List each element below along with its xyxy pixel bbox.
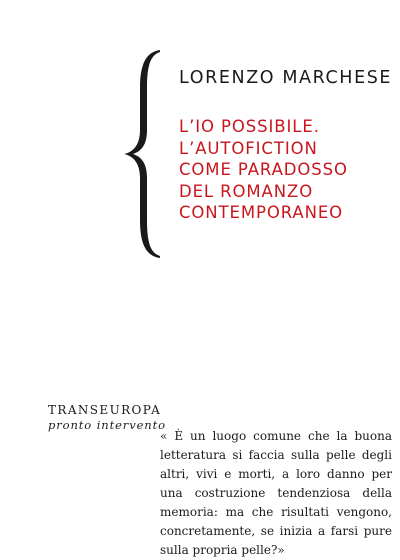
book-title bbox=[179, 116, 394, 224]
quote-line: sulla propria pelle?» bbox=[160, 543, 285, 557]
quote-line: altri, vivi e morti, a loro danno per bbox=[160, 467, 392, 481]
publisher-name: TRANSEUROPA bbox=[48, 403, 162, 417]
curly-brace-ornament bbox=[120, 48, 168, 260]
title-line: DEL ROMANZO bbox=[179, 181, 314, 201]
quote-line: una costruzione tendenziosa della bbox=[160, 486, 392, 500]
quote-line: memoria: ma che risultati vengono, bbox=[160, 505, 392, 519]
quote-line: « È un luogo comune che la buona bbox=[160, 429, 392, 443]
title-line: COME PARADOSSO bbox=[179, 160, 348, 179]
title-line: L’IO POSSIBILE. bbox=[179, 117, 320, 136]
quote-line: letteratura si faccia sulla pelle degli bbox=[160, 448, 392, 462]
quote-line: concretamente, se inizia a farsi pure bbox=[160, 524, 392, 538]
title-line: L’AUTOFICTION bbox=[179, 138, 318, 158]
title-line: CONTEMPORANEO bbox=[179, 203, 344, 222]
author-name: LORENZO MARCHESE bbox=[179, 68, 393, 88]
blurb-quote bbox=[160, 427, 392, 560]
series-name: pronto intervento bbox=[48, 418, 166, 432]
